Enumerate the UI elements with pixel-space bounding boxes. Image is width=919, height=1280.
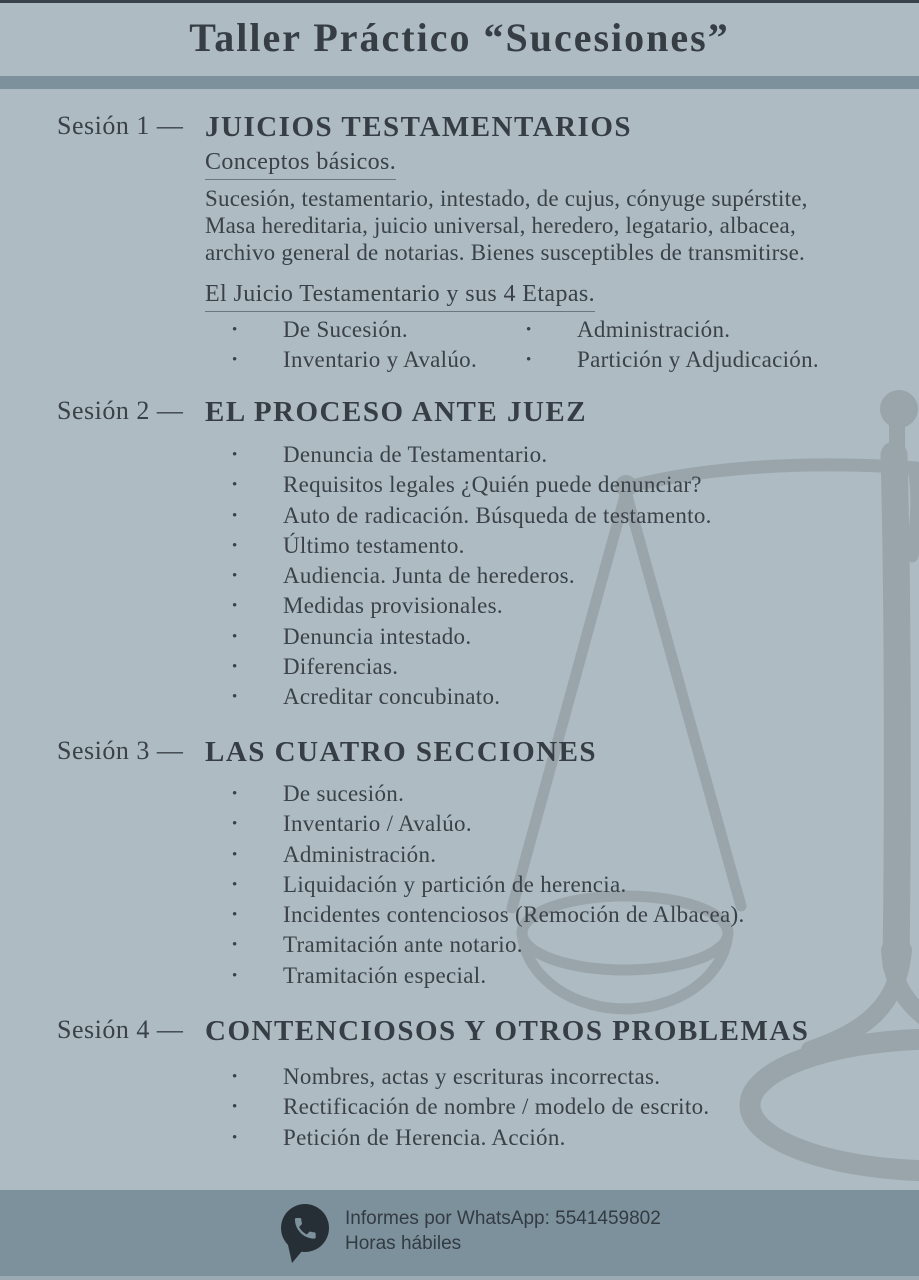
page-title: Taller Práctico “Sucesiones” — [189, 15, 730, 60]
list-item: • Tramitación especial. — [205, 961, 745, 991]
session-2-list — [205, 440, 712, 713]
session-1-subheading-etapas: El Juicio Testamentario y sus 4 Etapas. — [205, 281, 595, 312]
paragraph-line: Sucesión, testamentario, intestado, de cujus, cónyuge supérstite, — [205, 186, 808, 211]
bullet-icon: • — [232, 786, 238, 802]
bottom-edge-strip — [0, 1276, 919, 1280]
footer-contact-bar — [0, 1190, 919, 1280]
list-item: • Último testamento. — [205, 531, 712, 561]
session-4-list — [205, 1062, 709, 1153]
bullet-icon: • — [232, 1069, 238, 1085]
list-item: Inventario y Avalúo. — [283, 347, 477, 373]
bullet-icon: • — [232, 937, 238, 954]
session-4-heading: CONTENCIOSOS Y OTROS PROBLEMAS — [205, 1015, 810, 1047]
hours-line: Horas hábiles — [345, 1233, 462, 1254]
bullet-icon: • — [232, 689, 238, 706]
list-item: • Audiencia. Junta de herederos. — [205, 561, 712, 591]
list-item: • Auto de radicación. Búsqueda de testamento. — [205, 501, 712, 531]
bullet-icon: • — [232, 876, 238, 893]
list-item: • Inventario / Avalúo. — [205, 809, 745, 839]
bullet-icon: • — [232, 816, 238, 833]
list-item: • De sucesión. — [205, 779, 745, 809]
list-item: • Nombres, actas y escrituras incorrectas. — [205, 1062, 709, 1092]
session-3-label: Sesión 3 — — [57, 736, 184, 765]
session-1-heading: JUICIOS TESTAMENTARIOS — [205, 111, 633, 143]
session-2-label: Sesión 2 — — [57, 396, 184, 425]
bullet-icon: • — [232, 598, 238, 615]
session-3-list — [205, 779, 745, 991]
bullet-icon: • — [232, 967, 238, 984]
bullet-icon: • — [232, 846, 238, 863]
session-4-label: Sesión 4 — — [57, 1015, 184, 1044]
list-item: • Incidentes contenciosos (Remoción de Albacea). — [205, 900, 745, 930]
session-2-heading: EL PROCESO ANTE JUEZ — [205, 396, 588, 428]
session-1-subheading-conceptos: Conceptos básicos. — [205, 149, 396, 180]
paragraph-line: archivo general de notarias. Bienes susceptibles de transmitirse. — [205, 240, 805, 265]
list-item: Partición y Adjudicación. — [577, 347, 819, 373]
list-item: • Denuncia de Testamentario. — [205, 440, 712, 470]
list-item: • Administración. — [205, 840, 745, 870]
bullet-icon: • — [232, 659, 238, 676]
list-item: • Denuncia intestado. — [205, 622, 712, 652]
bullet-icon: • — [526, 352, 532, 369]
session-1-paragraph — [205, 185, 808, 266]
bullet-icon: • — [232, 352, 238, 369]
bullet-icon: • — [232, 568, 238, 585]
list-item: • Acreditar concubinato. — [205, 682, 712, 712]
bullet-icon: • — [232, 628, 238, 645]
whatsapp-phone-icon — [280, 1203, 332, 1269]
list-item: • Rectificación de nombre / modelo de escrito. — [205, 1092, 709, 1122]
list-item: • Medidas provisionales. — [205, 591, 712, 621]
footer-contact-text — [345, 1206, 661, 1256]
bullet-icon: • — [232, 1129, 238, 1146]
whatsapp-info-line: Informes por WhatsApp: 5541459802 — [345, 1208, 661, 1229]
session-1-label: Sesión 1 — — [57, 111, 184, 140]
list-item: • Diferencias. — [205, 652, 712, 682]
bullet-icon: • — [526, 322, 532, 338]
title-divider-band — [0, 76, 919, 89]
session-3-heading: LAS CUATRO SECCIONES — [205, 736, 598, 768]
list-item: De Sucesión. — [283, 317, 408, 342]
bullet-icon: • — [232, 507, 238, 524]
list-item: Administración. — [577, 317, 731, 342]
list-item: • Requisitos legales ¿Quién puede denunciar? — [205, 470, 712, 500]
bullet-icon: • — [232, 537, 238, 554]
list-item: • Liquidación y partición de herencia. — [205, 870, 745, 900]
list-item: • Petición de Herencia. Acción. — [205, 1123, 709, 1153]
list-item: • Tramitación ante notario. — [205, 930, 745, 960]
bullet-icon: • — [232, 477, 238, 494]
bullet-icon: • — [232, 447, 238, 463]
bullet-icon: • — [232, 907, 238, 924]
bullet-icon: • — [232, 1099, 238, 1116]
paragraph-line: Masa hereditaria, juicio universal, heredero, legatario, albacea, — [205, 213, 796, 238]
bullet-icon: • — [232, 322, 238, 338]
